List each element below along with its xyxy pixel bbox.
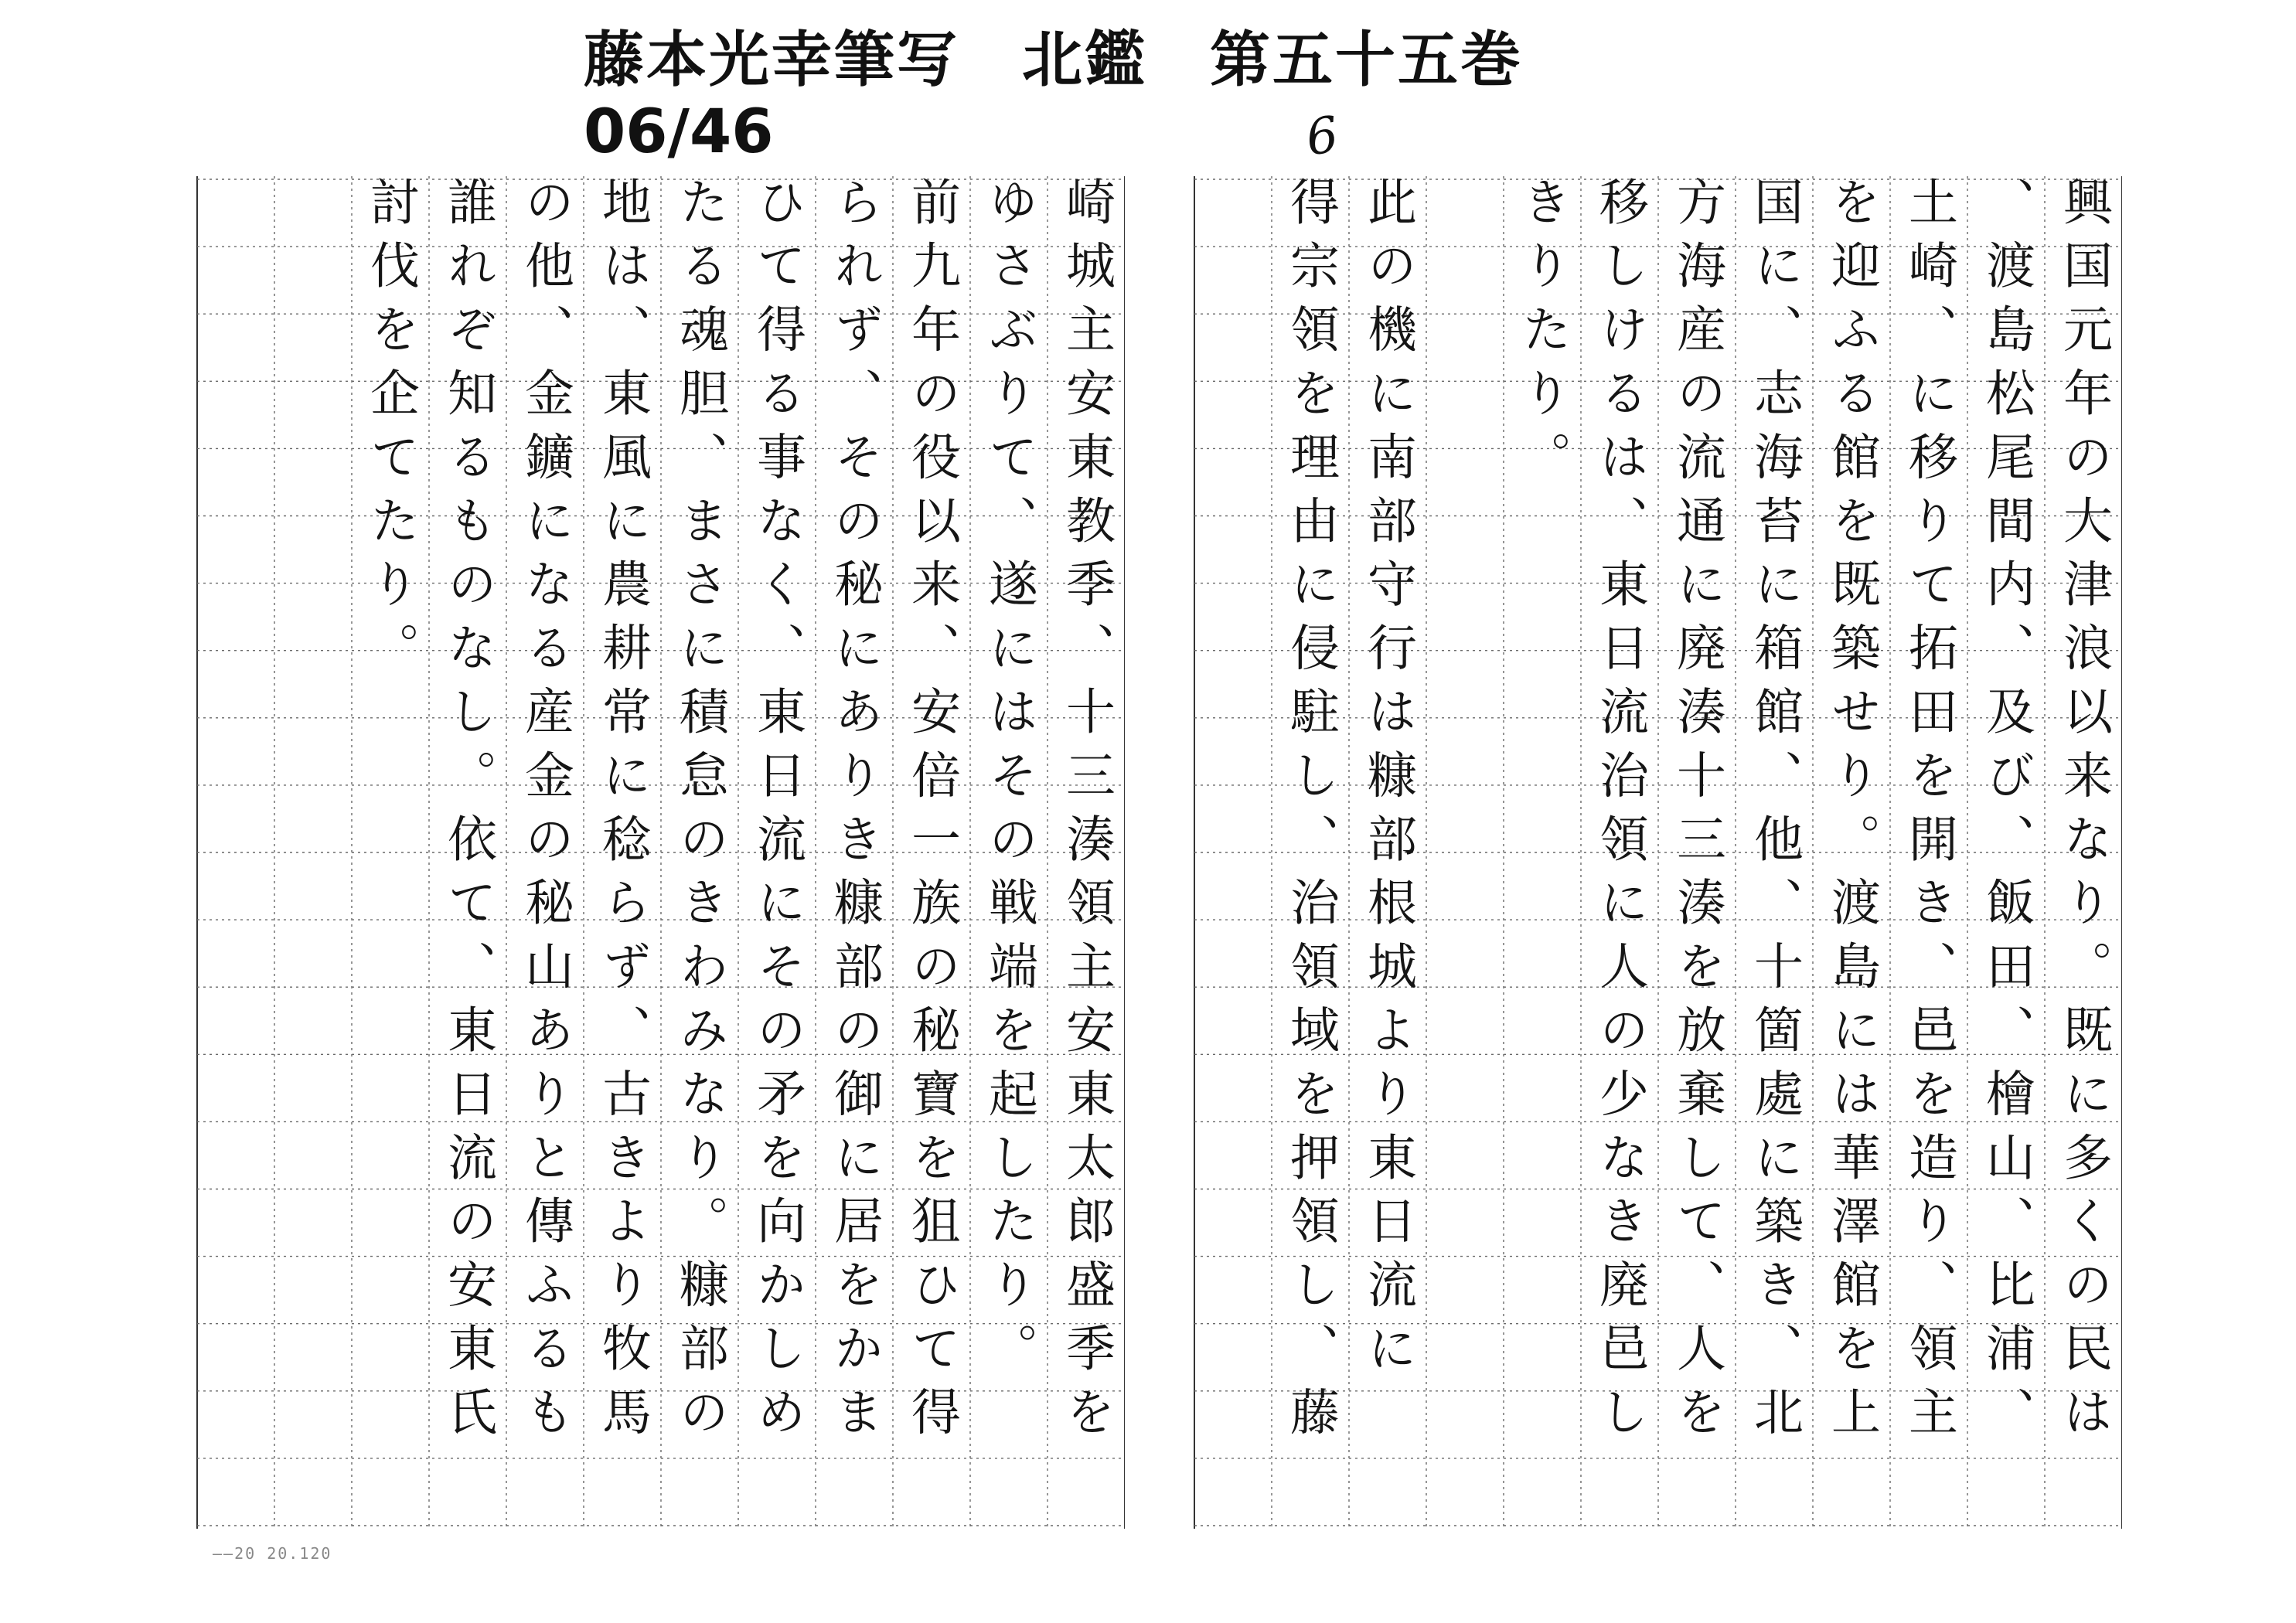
title-block xyxy=(584,23,1523,167)
left-page-column xyxy=(1048,176,1125,1529)
left-page-column xyxy=(738,176,816,1529)
document-title: 藤本光幸筆写 北鑑 第五十五巻 xyxy=(584,26,1524,95)
right-page-column-text: 興国元年の大津浪以来なり。既に多くの民は xyxy=(2055,176,2112,1450)
right-page-column xyxy=(1736,176,1813,1529)
right-page-column-text: 国に、志海苔に箱館、他、十箇處に築き、北 xyxy=(1746,176,1803,1450)
right-page-text xyxy=(1187,176,2122,1529)
left-page-column xyxy=(661,176,738,1529)
manuscript-sheet xyxy=(174,176,2122,1529)
handwritten-page-mark: 6 xyxy=(1303,106,1342,168)
right-page-column-text: 得宗領を理由に侵駐し、治領域を押領し、藤 xyxy=(1282,176,1339,1450)
right-page-column xyxy=(1581,176,1658,1529)
right-page-column xyxy=(1890,176,1967,1529)
left-page-column xyxy=(352,176,429,1529)
left-page-column-text: 討伐を企てたり。 xyxy=(362,176,419,686)
left-page-column-text: ひて得る事なく、東日流にその矛を向かしめ xyxy=(748,176,806,1450)
left-page-column xyxy=(816,176,893,1529)
right-page-column xyxy=(1349,176,1426,1529)
left-page-text xyxy=(174,176,1125,1529)
left-page-column-text: 前九年の役以来、安倍一族の秘寶を狙ひて得 xyxy=(903,176,960,1451)
right-page-column-text: 、渡島松尾間内、及び、飯田、檜山、比浦、 xyxy=(1977,176,2035,1450)
left-page xyxy=(174,176,1125,1529)
left-page-column xyxy=(506,176,584,1529)
left-page-column-text: られず、その秘にありき糠部の御に居をかま xyxy=(826,176,883,1450)
right-page-column-text: 移しけるは、東日流治領に人の少なき廃邑し xyxy=(1591,176,1648,1451)
left-page-column-text: の他、金鑛になる産金の秘山ありと傳ふるも xyxy=(516,176,574,1450)
left-page-column xyxy=(970,176,1048,1529)
right-page-column xyxy=(1272,176,1349,1529)
left-page-column xyxy=(584,176,661,1529)
right-page-column xyxy=(1813,176,1890,1529)
left-page-column-text: 誰れぞ知るものなし。依て、東日流の安東氏 xyxy=(439,176,496,1450)
left-page-column-text: たる魂胆、まさに積怠のきわみなり。糠部の xyxy=(671,176,728,1450)
right-page-column-text: きりたり。 xyxy=(1514,176,1571,495)
right-page-column xyxy=(2045,176,2122,1529)
right-page-column xyxy=(1967,176,2045,1529)
right-page-column-text: 土崎、に移りて拓田を開き、邑を造り、領主 xyxy=(1900,176,1957,1450)
sheet-footer: ——20 20.120 xyxy=(213,1544,332,1563)
left-page-column-text: 地は、東風に農耕常に稔らず、古きより牧馬 xyxy=(594,176,651,1450)
right-page-column xyxy=(1504,176,1581,1529)
right-page-column-text: を迎ふる館を既築せり。渡島には華澤館を上 xyxy=(1823,176,1880,1450)
page-number: 06/46 xyxy=(584,97,774,167)
left-page-column-text: ゆさぶりて、遂にはその戦端を起したり。 xyxy=(980,176,1037,1387)
right-page-column-text: 方海産の流通に廃湊十三湊を放棄して、人を xyxy=(1668,176,1725,1450)
right-page-column-text: 此の機に南部守行は糠部根城より東日流に xyxy=(1359,176,1416,1387)
left-page-column xyxy=(429,176,506,1529)
right-page-column xyxy=(1426,176,1504,1529)
left-page-column xyxy=(893,176,970,1529)
right-page xyxy=(1187,176,2122,1529)
left-page-column-text: 崎城主安東教季、十三湊領主安東太郎盛季を xyxy=(1058,176,1115,1450)
right-page-column xyxy=(1658,176,1736,1529)
